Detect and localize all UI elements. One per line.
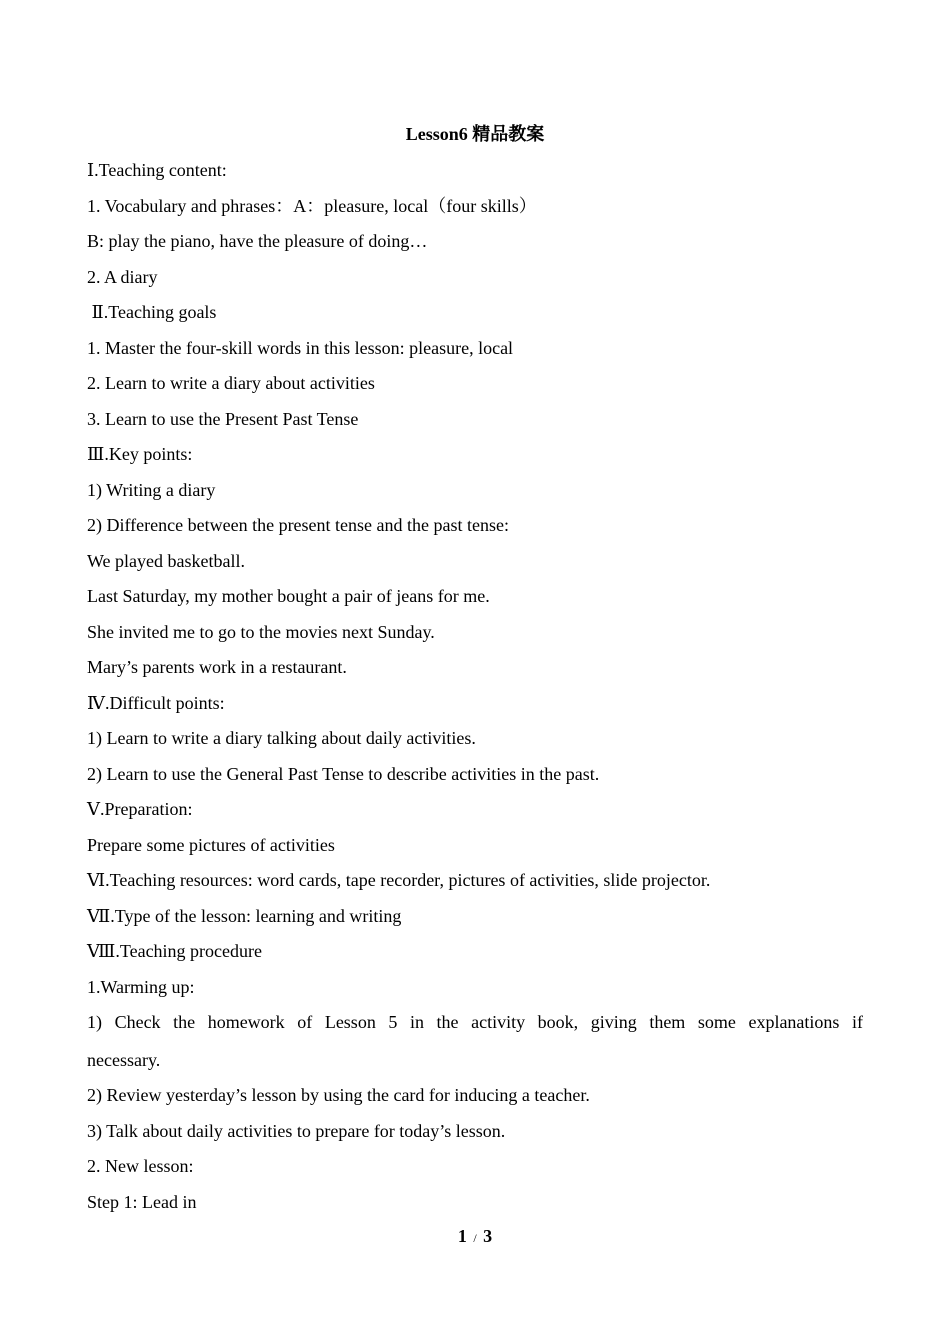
page-number-current: 1: [457, 1226, 467, 1246]
procedure-new-lesson: 2. New lesson:: [87, 1156, 194, 1176]
section-heading-teaching-procedure: Ⅷ.Teaching procedure: [87, 941, 263, 961]
section-heading-lesson-type: Ⅶ.Type of the lesson: learning and writing: [87, 906, 402, 926]
example-sentence-2: Last Saturday, my mother bought a pair of jeans for me.: [87, 586, 490, 606]
goal-line-1: 1. Master the four-skill words in this lesson: pleasure, local: [87, 338, 514, 358]
document-title: Lesson6 精品教案: [405, 124, 545, 144]
procedure-step-3: 3) Talk about daily activities to prepare for today’s lesson.: [87, 1121, 506, 1141]
section-heading-teaching-goals: Ⅱ.Teaching goals: [87, 302, 217, 322]
key-point-2: 2) Difference between the present tense and the past tense:: [87, 515, 509, 535]
procedure-warming-up: 1.Warming up:: [87, 977, 195, 997]
procedure-step-1-line-1: 1) Check the homework of Lesson 5 in the activity book, giving them some explanations if: [87, 1012, 863, 1032]
page-number-separator: /: [473, 1231, 477, 1245]
section-heading-preparation: Ⅴ.Preparation:: [87, 799, 193, 819]
goal-line-2: 2. Learn to write a diary about activities: [87, 373, 375, 393]
example-sentence-1: We played basketball.: [87, 551, 245, 571]
goal-line-3: 3. Learn to use the Present Past Tense: [87, 409, 359, 429]
section-heading-key-points: Ⅲ.Key points:: [87, 444, 193, 464]
section-heading-teaching-content: Ⅰ.Teaching content:: [87, 160, 227, 180]
procedure-lead-in: Step 1: Lead in: [87, 1192, 197, 1212]
page-number: [0, 1224, 950, 1250]
section-heading-teaching-resources: Ⅵ.Teaching resources: word cards, tape recorder, pictures of activities, slide projector.: [87, 870, 711, 890]
key-point-1: 1) Writing a diary: [87, 480, 216, 500]
content-line-phrases: B: play the piano, have the pleasure of doing…: [87, 231, 428, 251]
example-sentence-4: Mary’s parents work in a restaurant.: [87, 657, 347, 677]
content-line-vocabulary: 1. Vocabulary and phrases：A：pleasure, local（four skills）: [87, 196, 537, 216]
difficult-point-1: 1) Learn to write a diary talking about daily activities.: [87, 728, 476, 748]
difficult-point-2: 2) Learn to use the General Past Tense to describe activities in the past.: [87, 764, 600, 784]
procedure-step-1-line-2: necessary.: [87, 1050, 161, 1070]
content-line-diary: 2. A diary: [87, 267, 158, 287]
preparation-line: Prepare some pictures of activities: [87, 835, 335, 855]
procedure-step-2: 2) Review yesterday’s lesson by using the card for inducing a teacher.: [87, 1085, 590, 1105]
example-sentence-3: She invited me to go to the movies next Sunday.: [87, 622, 435, 642]
page-number-total: 3: [483, 1226, 493, 1246]
section-heading-difficult-points: Ⅳ.Difficult points:: [87, 693, 225, 713]
